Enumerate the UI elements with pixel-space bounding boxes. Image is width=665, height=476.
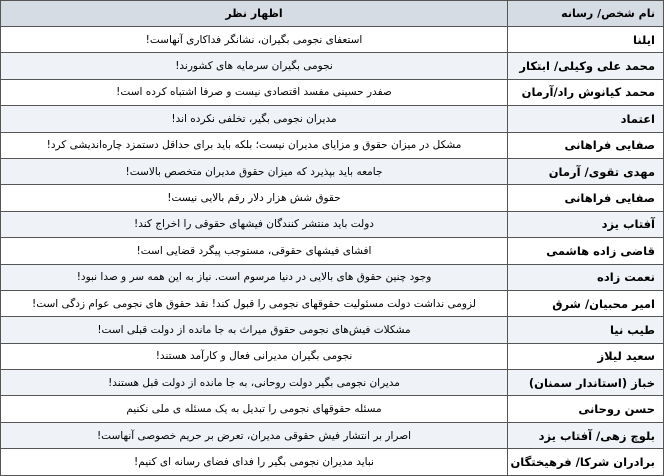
row-name: صفایی فراهانی (508, 185, 664, 211)
table-row (1, 106, 664, 132)
header-name: نام شخص/ رسانه (508, 1, 664, 27)
row-opinion: دولت باید منتشر کنندگان فیشهای حقوقی را اخراج کند! (1, 211, 508, 237)
header-opinion: اظهار نظر (1, 1, 508, 27)
row-name: امیر محبیان/ شرق (508, 290, 664, 316)
row-name: خباز (استاندار سمنان) (508, 370, 664, 396)
row-name: نعمت زاده (508, 264, 664, 290)
table-row (1, 185, 664, 211)
row-name: محمد علی وکیلی/ ابتکار (508, 53, 664, 79)
row-opinion: وجود چنین حقوق های بالایی در دنیا مرسوم است. نیاز به این همه سر و صدا نبود! (1, 264, 508, 290)
table-row (1, 79, 664, 105)
row-opinion: حقوق شش هزار دلار رقم بالایی نیست! (1, 185, 508, 211)
table-row (1, 238, 664, 264)
table-row (1, 449, 664, 475)
row-opinion: استعفای نجومی بگیران، نشانگر فداکاری آنهاست! (1, 27, 508, 53)
table-row (1, 290, 664, 316)
table-row (1, 211, 664, 237)
row-name: محمد کیانوش راد/آرمان (508, 79, 664, 105)
table-row (1, 422, 664, 448)
row-opinion: مدیران نجومی بگیر، تخلفی نکرده اند! (1, 106, 508, 132)
table-row (1, 27, 664, 53)
table-row (1, 370, 664, 396)
row-opinion: نجومی بگیران مدیرانی فعال و کارآمد هستند! (1, 343, 508, 369)
table-row (1, 158, 664, 184)
table-row (1, 317, 664, 343)
row-name: برادران شرکا/ فرهیختگان (508, 449, 664, 475)
row-opinion: جامعه باید بپذیرد که میزان حقوق مدیران متخصص بالاست! (1, 158, 508, 184)
row-opinion: لزومی نداشت دولت مسئولیت حقوقهای نجومی را قبول کند! نقد حقوق های نجومی عوام زدگی است! (1, 290, 508, 316)
row-name: طیب نیا (508, 317, 664, 343)
table-row (1, 396, 664, 422)
row-name: سعید لیلاز (508, 343, 664, 369)
row-opinion: نباید مدیران نجومی بگیر را فدای فضای رسانه ای کنیم! (1, 449, 508, 475)
row-opinion: افشای فیشهای حقوقی، مستوجب پیگرد قضایی است! (1, 238, 508, 264)
row-opinion: صفدر حسینی مفسد اقتصادی نیست و صرفا اشتباه کرده است! (1, 79, 508, 105)
table-row (1, 53, 664, 79)
row-opinion: مشکلات فیش‌های نجومی حقوق میراث به جا مانده از دولت قبلی است! (1, 317, 508, 343)
row-name: قاضی زاده هاشمی (508, 238, 664, 264)
row-opinion: نجومی بگیران سرمایه های کشورند! (1, 53, 508, 79)
table-header-row (1, 1, 664, 27)
row-name: بلوچ زهی/ آفتاب یزد (508, 422, 664, 448)
row-name: اعتماد (508, 106, 664, 132)
table-row (1, 264, 664, 290)
row-name: ایلنا (508, 27, 664, 53)
row-name: مهدی تقوی/ آرمان (508, 158, 664, 184)
row-opinion: مدیران نجومی بگیر دولت روحانی، به جا مانده از دولت قبل هستند! (1, 370, 508, 396)
table-row (1, 343, 664, 369)
row-opinion: مشکل در میزان حقوق و مزایای مدیران نیست؛ بلکه باید برای حداقل دستمزد چاره‌اندیشی کرد! (1, 132, 508, 158)
row-opinion: اصرار بر انتشار فیش حقوقی مدیران، تعرض بر حریم خصوصی آنهاست! (1, 422, 508, 448)
row-name: صفایی فراهانی (508, 132, 664, 158)
row-opinion: مسئله حقوقهای نجومی را تبدیل به یک مسئله ی ملی نکنیم (1, 396, 508, 422)
row-name: حسن روحانی (508, 396, 664, 422)
row-name: آفتاب یزد (508, 211, 664, 237)
table-row (1, 132, 664, 158)
